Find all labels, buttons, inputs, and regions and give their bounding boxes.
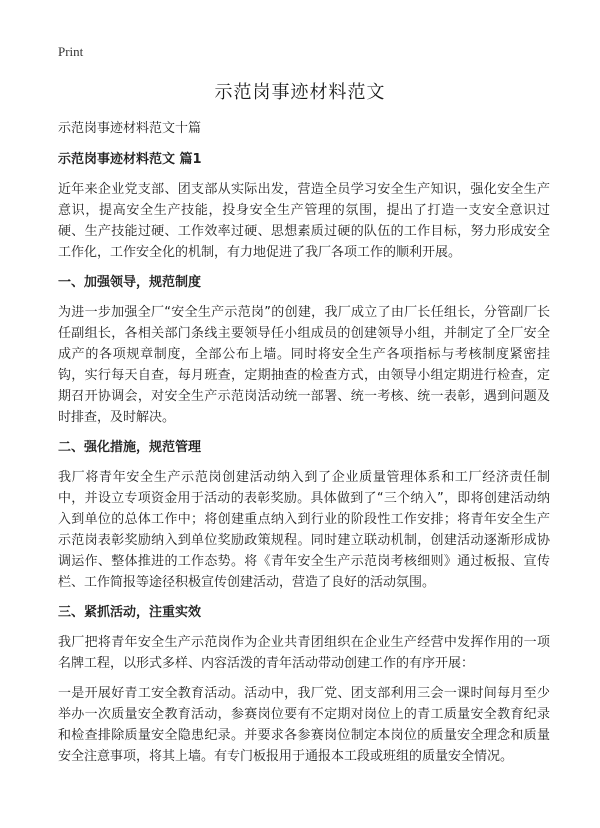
article-heading: 示范岗事迹材料范文 篇1	[58, 152, 202, 167]
section-heading-1: 一、加强领导，规范制度	[58, 275, 202, 290]
section-heading-3: 三、紧抓活动，注重实效	[58, 605, 202, 620]
document-subtitle: 示范岗事迹材料范文十篇	[58, 121, 202, 136]
section-heading-2: 二、强化措施，规范管理	[58, 440, 202, 455]
section-3-paragraph-2: 一是开展好青工安全教育活动。活动中，我厂党、团支部利用三会一课时间每月至少举办一次质量安全教育活动，参赛岗位要有不定期对岗位上的青工质量安全教育纪录和检查排除质量安全隐患纪录。并要求各参赛岗位制定本岗位的质量安全理念和质量安全注意事项，将其上墙。有专门板报用于通报本工段或班组的质量安全情况。	[58, 686, 550, 764]
intro-paragraph: 近年来企业党支部、团支部从实际出发，营造全员学习安全生产知识，强化安全生产意识，提高安全生产技能，投身安全生产管理的氛围，提出了打造一支安全意识过硬、生产技能过硬、工作效率过硬、思想素质过硬的队伍的工作目标，努力形成安全工作化，工作安全化的机制，有力地促进了我厂各项工作的顺利开展。	[58, 182, 550, 260]
document-body	[58, 118, 550, 776]
section-2-paragraph: 我厂将青年安全生产示范岗创建活动纳入到了企业质量管理体系和工厂经济责任制中，并设立专项资金用于活动的表彰奖励。具体做到了“三个纳入”，即将创建活动纳入到单位的总体工作中；将创建重点纳入到行业的阶段性工作安排；将青年安全生产示范岗表彰奖励纳入到单位奖励政策规程。同时建立联动机制，创建活动逐渐形成协调运作、整体推进的工作态势。将《青年安全生产示范岗考核细则》通过板报、宣传栏、工作简报等途径积极宣传创建活动，营造了良好的活动氛围。	[58, 470, 550, 590]
print-link[interactable]: Print	[58, 44, 84, 59]
section-3-paragraph-1: 我厂把将青年安全生产示范岗作为企业共青团组织在企业生产经营中发挥作用的一项名牌工程，以形式多样、内容活泼的青年活动带动创建工作的有序开展：	[58, 635, 550, 671]
page-title: 示范岗事迹材料范文	[214, 82, 386, 103]
section-1-paragraph: 为进一步加强全厂“安全生产示范岗”的创建，我厂成立了由厂长任组长，分管副厂长任副组长，各相关部门条线主要领导任小组成员的创建领导小组，并制定了全厂安全成产的各项规章制度，全部公布上墙。同时将安全生产各项指标与考核制度紧密挂钩，实行每天自查，每月班查，定期抽查的检查方式，由领导小组定期进行检查，定期召开协调会，对安全生产示范岗活动统一部署、统一考核、统一表彰，遇到问题及时排查，及时解决。	[58, 305, 550, 425]
